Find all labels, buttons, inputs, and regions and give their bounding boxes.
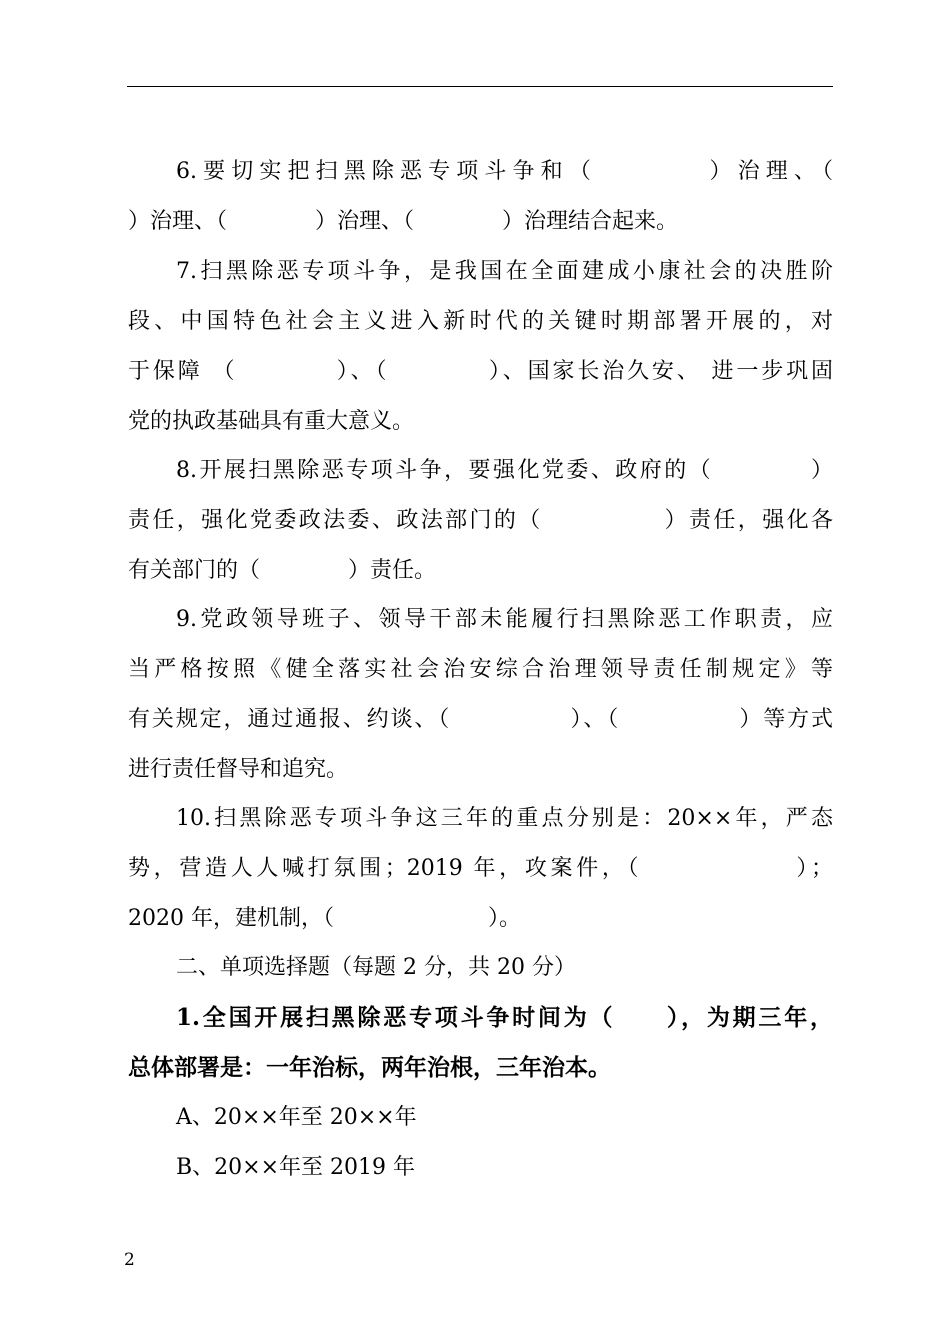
- question-9-line-1: 9.党政领导班子、领导干部未能履行扫黑除恶工作职责，应: [176, 607, 833, 632]
- option-a: A、20××年至 20××年: [176, 1105, 417, 1130]
- question-7-line-4: 党的执政基础具有重大意义。: [128, 409, 415, 434]
- question-8-line-2: 责任，强化党委政法委、政法部门的（ ）责任，强化各: [128, 508, 833, 533]
- section-heading: 二、单项选择题（每题 2 分，共 20 分）: [176, 955, 576, 980]
- question-7-line-1: 7.扫黑除恶专项斗争，是我国在全面建成小康社会的决胜阶: [176, 259, 833, 284]
- question-8-line-1: 8.开展扫黑除恶专项斗争，要强化党委、政府的（ ）: [176, 458, 833, 483]
- choice-question-1-line-1: 1.全国开展扫黑除恶专项斗争时间为（ ），为期三年，: [176, 1004, 833, 1031]
- question-10-line-2: 势，营造人人喊打氛围；2019 年，攻案件，（ ）；: [128, 856, 833, 881]
- question-7-line-2: 段、中国特色社会主义进入新时代的关键时期部署开展的，对: [128, 309, 833, 334]
- option-b: B、20××年至 2019 年: [176, 1155, 416, 1180]
- question-6-line-1: 6.要切实把扫黑除恶专项斗争和（ ）治理、（: [176, 159, 833, 184]
- question-10-line-1: 10.扫黑除恶专项斗争这三年的重点分别是：20××年，严态: [176, 806, 833, 831]
- question-8-line-3: 有关部门的（ ）责任。: [128, 558, 437, 583]
- question-9-line-3: 有关规定，通过通报、约谈、（ ）、（ ）等方式: [128, 707, 833, 732]
- question-9-line-2: 当严格按照《健全落实社会治安综合治理领导责任制规定》等: [128, 657, 833, 682]
- page-number: 2: [124, 1250, 135, 1270]
- question-9-line-4: 进行责任督导和追究。: [128, 757, 349, 782]
- choice-question-1-line-2: 总体部署是：一年治标，两年治根，三年治本。: [128, 1054, 611, 1081]
- header-rule: [127, 86, 833, 87]
- question-7-line-3: 于保障 （ ）、（ ）、国家长治久安、 进一步巩固: [128, 359, 833, 384]
- question-10-line-3: 2020 年，建机制，（ ）。: [128, 906, 521, 931]
- question-6-line-2: ）治理、（ ）治理、（ ）治理结合起来。: [128, 209, 679, 234]
